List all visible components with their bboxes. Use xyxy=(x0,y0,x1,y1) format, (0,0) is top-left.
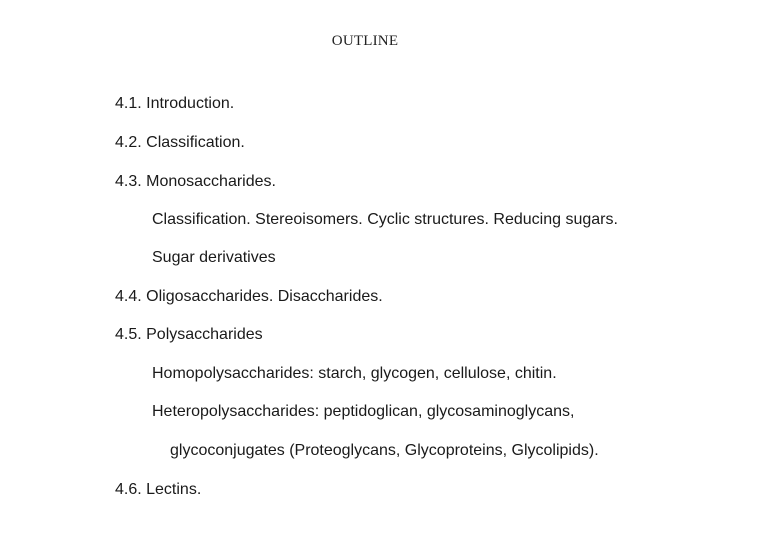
outline-item-oligosaccharides: 4.4. Oligosaccharides. Disaccharides. xyxy=(115,288,383,305)
outline-subitem-sugar-derivatives: Sugar derivatives xyxy=(152,249,276,266)
outline-item-introduction: 4.1. Introduction. xyxy=(115,95,235,112)
outline-item-lectins: 4.6. Lectins. xyxy=(115,481,202,498)
outline-subitem-homopolysaccharides: Homopolysaccharides: starch, glycogen, cellulose, chitin. xyxy=(152,365,557,382)
outline-item-classification: 4.2. Classification. xyxy=(115,134,245,151)
outline-item-monosaccharides: 4.3. Monosaccharides. xyxy=(115,173,276,190)
outline-subitem-heteropolysaccharides: Heteropolysaccharides: peptidoglican, glycosaminoglycans, xyxy=(152,403,575,420)
outline-subitem-glycoconjugates: glycoconjugates (Proteoglycans, Glycoproteins, Glycolipids). xyxy=(170,442,599,459)
outline-title: OUTLINE xyxy=(331,33,399,49)
outline-subitem-monosaccharide-topics: Classification. Stereoisomers. Cyclic structures. Reducing sugars. xyxy=(152,211,618,228)
outline-item-polysaccharides: 4.5. Polysaccharides xyxy=(115,326,263,343)
